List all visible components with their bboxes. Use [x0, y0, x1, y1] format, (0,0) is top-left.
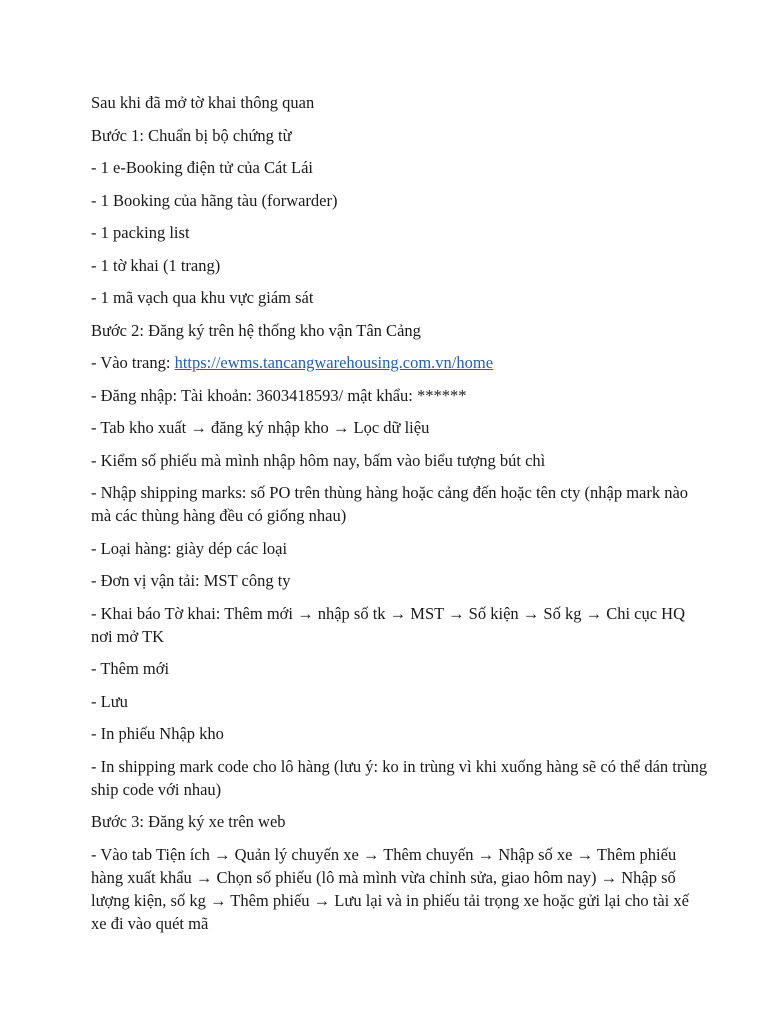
paragraph-line	[91, 351, 708, 374]
paragraph-line	[91, 91, 708, 114]
text-segment: - Kiểm số phiếu mà mình nhập hôm nay, bấm vào biểu tượng bút chì	[91, 450, 546, 470]
paragraph-line	[91, 156, 708, 179]
text-segment: - 1 mã vạch qua khu vực giám sát	[91, 288, 314, 307]
text-segment: - 1 e-Booking điện tử của Cát Lái	[91, 158, 314, 177]
text-segment: - Khai báo Tờ khai: Thêm mới → nhập số tk → MST → Số kiện → Số kg → Chi cục HQ nơi mở TK	[91, 603, 690, 646]
text-segment: - Vào trang:	[91, 353, 175, 372]
text-segment: - Loại hàng: giày dép các loại	[91, 538, 288, 558]
paragraph-line	[91, 319, 708, 342]
text-segment: Sau khi đã mở tờ khai thông quan	[91, 93, 315, 112]
text-segment: - In phiếu Nhập kho	[91, 724, 224, 743]
paragraph-line	[91, 755, 712, 801]
text-segment: Bước 2: Đăng ký trên hệ thống kho vận Tân Cảng	[91, 320, 421, 340]
paragraph-line	[91, 384, 708, 407]
paragraph-line	[91, 657, 708, 680]
text-segment: - In shipping mark code cho lô hàng (lưu ý: ko in trùng vì khi xuống hàng sẽ có thể dán trùng ship code với nhau)	[91, 756, 712, 799]
paragraph-line	[91, 124, 708, 147]
text-segment: - Đơn vị vận tải: MST công ty	[91, 571, 291, 590]
paragraph-line	[91, 286, 708, 309]
paragraph-line	[91, 537, 708, 560]
text-segment: - Đăng nhập: Tài khoản: 3603418593/ mật khẩu: ******	[91, 385, 467, 405]
text-segment: - Thêm mới	[91, 659, 170, 678]
paragraph-line	[91, 221, 708, 244]
paragraph-line	[91, 722, 708, 745]
text-segment: - 1 packing list	[91, 223, 190, 242]
text-segment: - 1 tờ khai (1 trang)	[91, 255, 221, 275]
text-segment: - Nhập shipping marks: số PO trên thùng hàng hoặc cảng đến hoặc tên cty (nhập mark nào mà các thùng hàng đều có giống nhau)	[91, 483, 693, 525]
paragraph-line	[91, 416, 708, 439]
text-segment: - Lưu	[91, 691, 128, 711]
text-segment: - Tab kho xuất → đăng ký nhập kho → Lọc dữ liệu	[91, 418, 430, 437]
text-segment: Bước 3: Đăng ký xe trên web	[91, 812, 286, 831]
text-segment: Bước 1: Chuẩn bị bộ chứng từ	[91, 125, 292, 145]
url-link[interactable]: https://ewms.tancangwarehousing.com.vn/home	[174, 353, 494, 372]
paragraph-line	[91, 449, 708, 472]
paragraph-line	[91, 602, 708, 648]
text-segment: - Vào tab Tiện ích → Quản lý chuyến xe → Thêm chuyến → Nhập số xe → Thêm phiếu hàng xuất khẩu → Chọn số phiếu (lô mà mình vừa chỉnh sửa, giao hôm nay) → Nhập số lượng kiện, số kg → Thêm phiếu → Lưu lại và in phiếu tải trọng xe hoặc gửi lại cho tài xế xe đi vào quét mã	[91, 844, 694, 933]
paragraph-line	[91, 569, 708, 592]
paragraph-line	[91, 810, 708, 833]
paragraph-line	[91, 189, 708, 212]
paragraph-line	[91, 843, 708, 935]
paragraph-line	[91, 690, 708, 713]
text-segment: - 1 Booking của hãng tàu (forwarder)	[91, 190, 338, 210]
paragraph-line	[91, 254, 708, 277]
paragraph-line	[91, 481, 708, 527]
